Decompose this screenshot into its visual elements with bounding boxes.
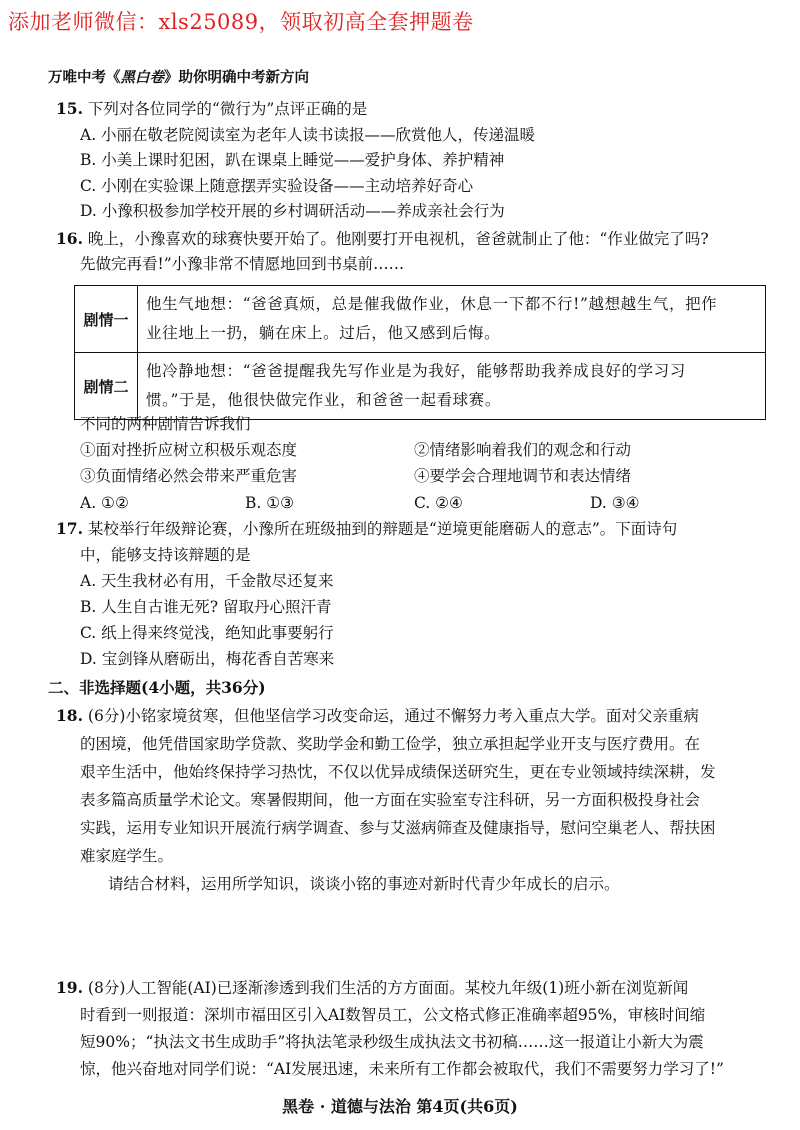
q16-number: 16. (56, 229, 83, 248)
q16-statement-2: ②情绪影响着我们的观念和行动 (414, 441, 632, 459)
plot-2-line2: 惯。”于是，他很快做完作业，和爸爸一起看球赛。 (146, 391, 501, 409)
plot-1-text (138, 286, 766, 353)
q18-ask: 请结合材料，运用所学知识，谈谈小铭的事迹对新时代青少年成长的启示。 (108, 875, 620, 893)
q16-ask: 不同的两种剧情告诉我们 (80, 415, 251, 433)
q17-stem-1: 某校举行年级辩论赛，小豫所在班级抽到的辩题是“逆境更能磨砺人的意志”。下面诗句 (87, 520, 678, 538)
q15-number: 15. (56, 99, 83, 118)
q15-option-c: C. 小刚在实验课上随意摆弄实验设备——主动培养好奇心 (80, 177, 474, 195)
q17-stem-line1 (56, 518, 677, 540)
q17-option-b: B. 人生自古谁无死? 留取丹心照汗青 (80, 598, 332, 616)
q18-text-1: (6分)小铭家境贫寒，但他坚信学习改变命运，通过不懈努力考入重点大学。面对父亲重病 (87, 707, 699, 725)
header-prefix: 万唯中考《 (48, 69, 121, 86)
q15-stem: 下列对各位同学的“微行为”点评正确的是 (87, 100, 368, 118)
q19-line3: 短90%；“执法文书生成助手”将执法笔录秒级生成执法文书初稿……这一报道让小新大为震 (80, 1033, 704, 1051)
q18-line1 (56, 705, 699, 727)
q19-line1 (56, 977, 688, 999)
header-brand: 黑白卷 (120, 69, 164, 86)
q18-line3: 艰辛生活中，他始终保持学习热忱，不仅以优异成绩保送研究生，更在专业领域持续深耕，发 (80, 763, 716, 781)
plot-row-1 (75, 286, 766, 353)
q17-option-c: C. 纸上得来终觉浅，绝知此事要躬行 (80, 624, 334, 642)
plot-2-label: 剧情二 (75, 353, 138, 420)
q18-line2: 的困境，他凭借国家助学贷款、奖助学金和勤工俭学，独立承担起学业开支与医疗费用。在 (80, 735, 701, 753)
q19-number: 19. (56, 978, 83, 997)
promo-watermark: 添加老师微信：xls25089，领取初高全套押题卷 (8, 10, 474, 34)
q16-choice-c: C. ②④ (414, 494, 463, 512)
q16-stem-1: 晚上，小豫喜欢的球赛快要开始了。他刚要打开电视机，爸爸就制止了他：“作业做完了吗? (87, 230, 709, 248)
q18-line6: 难家庭学生。 (80, 847, 174, 865)
q16-choice-d: D. ③④ (590, 494, 640, 512)
q18-line5: 实践，运用专业知识开展流行病学调查、参与艾滋病筛查及健康指导，慰问空巢老人、帮扶困 (80, 819, 716, 837)
q18-number: 18. (56, 706, 83, 725)
page-header (48, 66, 309, 87)
q17-stem-line2: 中，能够支持该辩题的是 (80, 546, 251, 564)
header-suffix: 》助你明确中考新方向 (164, 69, 309, 86)
q15-option-b: B. 小美上课时犯困，趴在课桌上睡觉——爱护身体、养护精神 (80, 151, 505, 169)
plot-2-line1: 他冷静地想：“爸爸提醒我先写作业是为我好，能够帮助我养成良好的学习习 (146, 362, 686, 380)
page-footer: 黑卷 · 道德与法治 第4页(共6页) (282, 1097, 518, 1116)
q19-line4: 惊，他兴奋地对同学们说：“AI发展迅速，未来所有工作都会被取代，我们不需要努力学习了!” (80, 1060, 724, 1078)
q16-stem-line2: 先做完再看!”小豫非常不情愿地回到书桌前…… (80, 255, 405, 273)
q19-line2: 时看到一则报道：深圳市福田区引入AI数智员工，公文格式修正准确率超95%，审核时间缩 (80, 1006, 706, 1024)
q15-stem-line (56, 98, 367, 120)
q16-choice-b: B. ①③ (245, 494, 295, 512)
section-2-title: 二、非选择题(4小题，共36分) (48, 678, 266, 697)
q16-plot-table (74, 285, 766, 420)
plot-1-line2: 业往地上一扔，躺在床上。过后，他又感到后悔。 (146, 324, 501, 342)
q16-statement-3: ③负面情绪必然会带来严重危害 (80, 467, 298, 485)
q16-statement-4: ④要学会合理地调节和表达情绪 (414, 467, 632, 485)
q15-option-a: A. 小丽在敬老院阅读室为老年人读书读报——欣赏他人，传递温暖 (80, 126, 536, 144)
q16-stem-line1 (56, 228, 709, 250)
q18-line4: 表多篇高质量学术论文。寒暑假期间，他一方面在实验室专注科研，另一方面积极投身社会 (80, 791, 701, 809)
plot-row-2 (75, 353, 766, 420)
q19-text-1: (8分)人工智能(AI)已逐渐渗透到我们生活的方方面面。某校九年级(1)班小新在浏览新闻 (87, 979, 689, 997)
q15-option-d: D. 小豫积极参加学校开展的乡村调研活动——养成亲社会行为 (80, 202, 505, 220)
plot-1-line1: 他生气地想：“爸爸真烦，总是催我做作业，休息一下都不行!”越想越生气，把作 (146, 295, 718, 313)
plot-2-text (138, 353, 766, 420)
q17-option-a: A. 天生我材必有用，千金散尽还复来 (80, 572, 334, 590)
q17-number: 17. (56, 519, 83, 538)
q17-option-d: D. 宝剑锋从磨砺出，梅花香自苦寒来 (80, 650, 335, 668)
q16-choice-a: A. ①② (80, 494, 129, 512)
plot-1-label: 剧情一 (75, 286, 138, 353)
q16-statement-1: ①面对挫折应树立积极乐观态度 (80, 441, 298, 459)
